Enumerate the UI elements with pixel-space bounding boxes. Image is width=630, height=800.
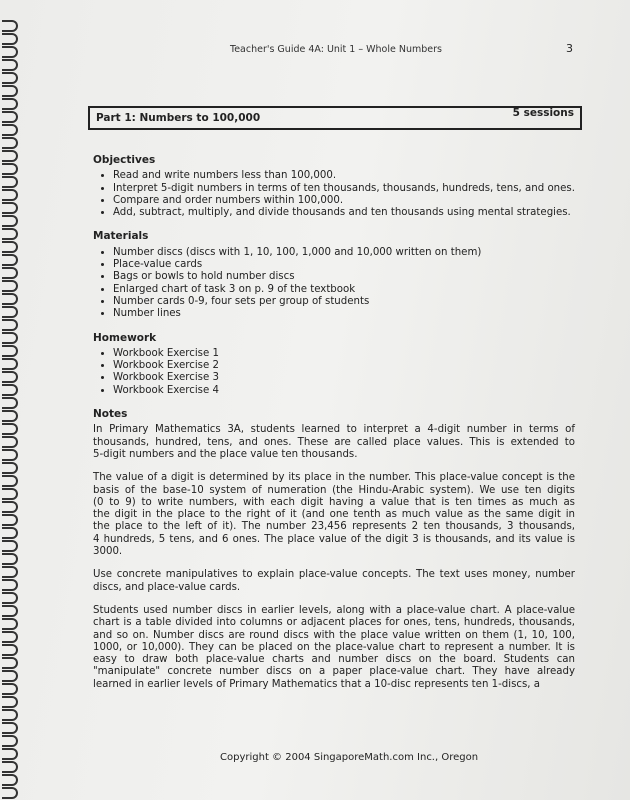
spiral-coil-icon [2, 592, 18, 604]
spiral-coil-icon [2, 566, 18, 578]
spiral-coil-icon [2, 254, 18, 266]
list-item: • Workbook Exercise 1 [113, 348, 575, 360]
spiral-coil-icon [2, 371, 18, 383]
text-line: Students used number discs in earlier levels, along with a place-value chart. A place-value [93, 604, 575, 616]
spiral-coil-icon [2, 33, 18, 45]
spiral-coil-icon [2, 332, 18, 344]
text-line: thousands, hundred, tens, and ones. These are called place values. This is extended to [93, 436, 575, 448]
spiral-coil-icon [2, 150, 18, 162]
spiral-coil-icon [2, 644, 18, 656]
copyright-footer: Copyright © 2004 SingaporeMath.com Inc., Oregon [220, 752, 479, 763]
spiral-coil-icon [2, 696, 18, 708]
content [93, 154, 575, 702]
list-item: • Compare and order numbers within 100,000. [113, 195, 575, 207]
page-number: 3 [566, 42, 573, 55]
notes-paragraph [93, 424, 575, 461]
text-line: The value of a digit is determined by its place in the number. This place-value concept is the [93, 472, 575, 484]
spiral-coil-icon [2, 345, 18, 357]
spiral-coil-icon [2, 202, 18, 214]
spiral-coil-icon [2, 306, 18, 318]
spiral-coil-icon [2, 423, 18, 435]
spiral-coil-icon [2, 605, 18, 617]
spiral-coil-icon [2, 774, 18, 786]
objectives-list [93, 170, 575, 219]
spiral-coil-icon [2, 670, 18, 682]
spiral-coil-icon [2, 787, 18, 799]
materials-heading: Materials [93, 230, 149, 243]
list-item: • Place-value cards [113, 259, 575, 271]
spiral-coil-icon [2, 514, 18, 526]
spiral-coil-icon [2, 579, 18, 591]
spiral-coil-icon [2, 215, 18, 227]
spiral-coil-icon [2, 709, 18, 721]
notes-paragraph [93, 605, 575, 691]
list-item: • Enlarged chart of task 3 on p. 9 of the textbook [113, 284, 575, 296]
spiral-coil-icon [2, 475, 18, 487]
spiral-coil-icon [2, 293, 18, 305]
text-line: Use concrete manipulatives to explain place-value concepts. The text uses money, number [93, 569, 575, 581]
spiral-coil-icon [2, 449, 18, 461]
spiral-coil-icon [2, 319, 18, 331]
spiral-coil-icon [2, 748, 18, 760]
spiral-coil-icon [2, 85, 18, 97]
list-item: • Read and write numbers less than 100,000. [113, 170, 575, 182]
spiral-coil-icon [2, 397, 18, 409]
text-line: 5-digit numbers and the place value ten thousands. [93, 448, 358, 460]
spiral-coil-icon [2, 176, 18, 188]
text-line: chart is a table divided into columns or adjacent places for ones, tens, hundreds, thousands, [93, 617, 575, 629]
sessions-count: 5 sessions [512, 107, 574, 119]
list-item: • Workbook Exercise 2 [113, 360, 575, 372]
homework-list [93, 348, 575, 397]
spiral-coil-icon [2, 527, 18, 539]
spiral-coil-icon [2, 59, 18, 71]
spiral-coil-icon [2, 462, 18, 474]
spiral-coil-icon [2, 280, 18, 292]
text-line: 3000. [93, 546, 123, 558]
text-line: the place to the left of it). The number 23,456 represents 2 ten thousands, 3 thousands, [93, 521, 575, 533]
spiral-coil-icon [2, 722, 18, 734]
spiral-coil-icon [2, 241, 18, 253]
spiral-coil-icon [2, 358, 18, 370]
spiral-coil-icon [2, 137, 18, 149]
notes-paragraph [93, 472, 575, 558]
notes-heading: Notes [93, 408, 128, 421]
spiral-coil-icon [2, 761, 18, 773]
text-line: the digit in the place to the right of it (and one tenth as much value as the same digit in [93, 509, 575, 521]
spiral-coil-icon [2, 384, 18, 396]
spiral-coil-icon [2, 72, 18, 84]
text-line: learned in earlier levels of Primary Mathematics that a 10-disc represents ten 1-discs, a [93, 678, 541, 690]
spiral-coil-icon [2, 631, 18, 643]
notes-body [93, 424, 575, 691]
list-item: • Number discs (discs with 1, 10, 100, 1,000 and 10,000 written on them) [113, 247, 575, 259]
spiral-coil-icon [2, 436, 18, 448]
spiral-coil-icon [2, 98, 18, 110]
text-line: easy to draw both place-value charts and number discs on the board. Students can [93, 654, 575, 666]
spiral-coil-icon [2, 735, 18, 747]
text-line: (0 to 9) to write numbers, with each digit having a value that is ten times as much as [93, 496, 575, 508]
objectives-heading: Objectives [93, 154, 156, 166]
spiral-coil-icon [2, 111, 18, 123]
list-item: • Workbook Exercise 3 [113, 372, 575, 384]
text-line: and so on. Number discs are round discs with the place value written on them (1, 10, 100, [93, 629, 575, 641]
list-item: • Number cards 0-9, four sets per group of students [113, 296, 575, 308]
spiral-coil-icon [2, 501, 18, 513]
spiral-coil-icon [2, 683, 18, 695]
spiral-coil-icon [2, 540, 18, 552]
text-line: 4 hundreds, 5 tens, and 6 ones. The place value of the digit 3 is thousands, and its value is [93, 533, 575, 545]
text-line: 1000, or 10,000). They can be placed on the place-value chart to represent a number. It is [93, 641, 575, 653]
spiral-coil-icon [2, 410, 18, 422]
spiral-coil-icon [2, 228, 18, 240]
spiral-coil-icon [2, 124, 18, 136]
spiral-coil-icon [2, 163, 18, 175]
materials-list [93, 247, 575, 321]
text-line: discs, and place-value cards. [93, 581, 241, 593]
part-title: Part 1: Numbers to 100,000 [96, 112, 261, 124]
text-line: In Primary Mathematics 3A, students learned to interpret a 4-digit number in terms of [93, 424, 575, 436]
spiral-coil-icon [2, 488, 18, 500]
list-item: • Number lines [113, 308, 575, 320]
homework-heading: Homework [93, 331, 157, 344]
spiral-binding [0, 20, 22, 800]
spiral-coil-icon [2, 553, 18, 565]
running-header: Teacher's Guide 4A: Unit 1 – Whole Numbers [230, 44, 442, 55]
list-item: • Workbook Exercise 4 [113, 385, 575, 397]
spiral-coil-icon [2, 657, 18, 669]
text-line: "manipulate" concrete number discs on a paper place-value chart. They have already [93, 666, 575, 678]
spiral-coil-icon [2, 189, 18, 201]
text-line: basis of the base-10 system of numeration (the Hindu-Arabic system). We use ten digits [93, 484, 575, 496]
spiral-coil-icon [2, 267, 18, 279]
list-item: • Interpret 5-digit numbers in terms of ten thousands, thousands, hundreds, tens, and ones. [113, 183, 575, 195]
part-title-box [88, 106, 582, 130]
list-item: • Add, subtract, multiply, and divide thousands and ten thousands using mental strategies. [113, 207, 575, 219]
spiral-coil-icon [2, 46, 18, 58]
list-item: • Bags or bowls to hold number discs [113, 271, 575, 283]
spiral-coil-icon [2, 20, 18, 32]
notes-paragraph [93, 569, 575, 594]
spiral-coil-icon [2, 618, 18, 630]
